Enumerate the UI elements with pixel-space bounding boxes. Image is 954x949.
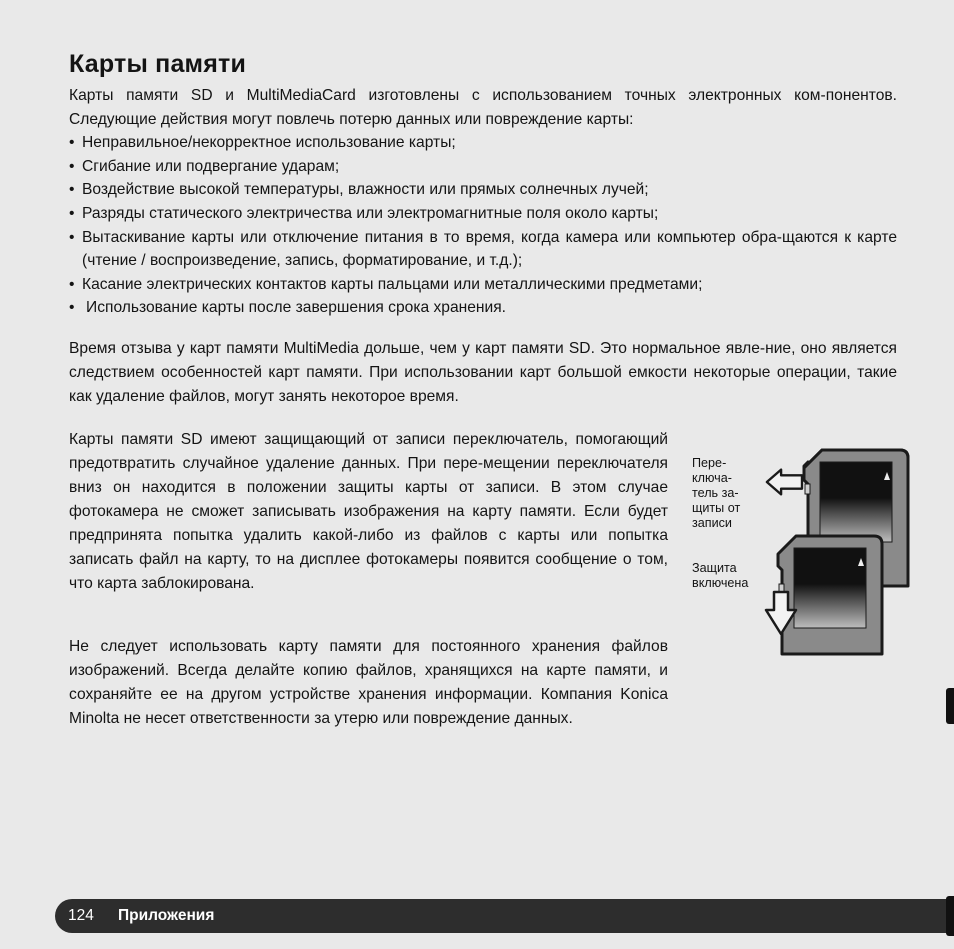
intro-section: [69, 84, 897, 320]
sd-card-illustration: [760, 444, 914, 656]
response-time-paragraph: Время отзыва у карт памяти MultiMedia дольше, чем у карт памяти SD. Это нормальное явле-ние, оно является следствием особенностей карт памяти. При использовании карт большой емкости некоторые операции, такие как удаление файлов, могут занять некоторое время.: [69, 340, 897, 405]
list-item: [69, 273, 897, 297]
bullet-glyph: •: [69, 275, 75, 293]
list-item: [69, 202, 897, 226]
list-item: [69, 155, 897, 179]
bullet-glyph: •: [69, 228, 75, 246]
list-item: [69, 226, 897, 273]
write-protect-switch: [805, 484, 810, 494]
list-item-text: Разряды статического электричества или электромагнитные поля около карты;: [82, 204, 659, 222]
list-item-text: Использование карты после завершения срока хранения.: [86, 299, 507, 317]
protection-enabled-label: Защита включена: [692, 561, 749, 590]
list-item-text: Неправильное/некорректное использование карты;: [82, 134, 456, 152]
page-number: 124: [68, 907, 94, 924]
bullet-glyph: •: [69, 299, 75, 317]
card-label-area: [794, 548, 866, 628]
page-edge-tab: [946, 896, 954, 936]
write-protect-paragraph: Карты памяти SD имеют защищающий от записи переключатель, помогающий предотвратить случайное удаление данных. При пере-мещении переключателя вниз он находится в положении защиты карты от записи. В этом случае фотокамера не сможет записывать изображения на карту памяти. Если будет предпринята попытка удалить какой-либо из файлов с карты или попытка записать файл на карту, то на дисплее фотокамеры появится сообщение о том, что карта заблокирована.: [69, 431, 668, 592]
bullet-glyph: •: [69, 134, 75, 152]
bullet-glyph: •: [69, 204, 75, 222]
page-edge-tab: [946, 688, 954, 724]
list-item: [69, 296, 897, 320]
card-label-area: [820, 462, 892, 542]
storage-warning-paragraph: Не следует использовать карту памяти для постоянного хранения файлов изображений. Всегда делайте копию файлов, хранящихся на карте памяти, и сохраняйте ее на другом устройстве хранения информации. Компания Konica Minolta не несет ответственности за утерю или повреждение данных.: [69, 638, 668, 727]
page-title: Карты памяти: [69, 50, 247, 78]
bullet-glyph: •: [69, 181, 75, 199]
section-name: Приложения: [118, 907, 215, 924]
list-item: [69, 178, 897, 202]
intro-lead: Карты памяти SD и MultiMediaCard изготовлены с использованием точных электронных ком-понентов. Следующие действия могут повлечь потерю данных или повреждение карты:: [69, 87, 897, 128]
list-item-text: Касание электрических контактов карты пальцами или металлическими предметами;: [82, 275, 703, 293]
write-protect-switch-label: Пере- ключа- тель за- щиты от записи: [692, 456, 741, 530]
list-item: [69, 131, 897, 155]
precautions-list: [69, 131, 897, 320]
sd-card-locked: [778, 536, 882, 654]
list-item-text: Воздействие высокой температуры, влажности или прямых солнечных лучей;: [82, 181, 649, 199]
list-item-text: Сгибание или подвергание ударам;: [82, 157, 340, 175]
list-item-text: Вытаскивание карты или отключение питания в то время, когда камера или компьютер обра-щаются к карте (чтение / воспроизведение, запись, форматирование, и т.д.);: [82, 228, 897, 270]
bullet-glyph: •: [69, 157, 75, 175]
switch-pointer-arrow-icon: [767, 470, 802, 495]
